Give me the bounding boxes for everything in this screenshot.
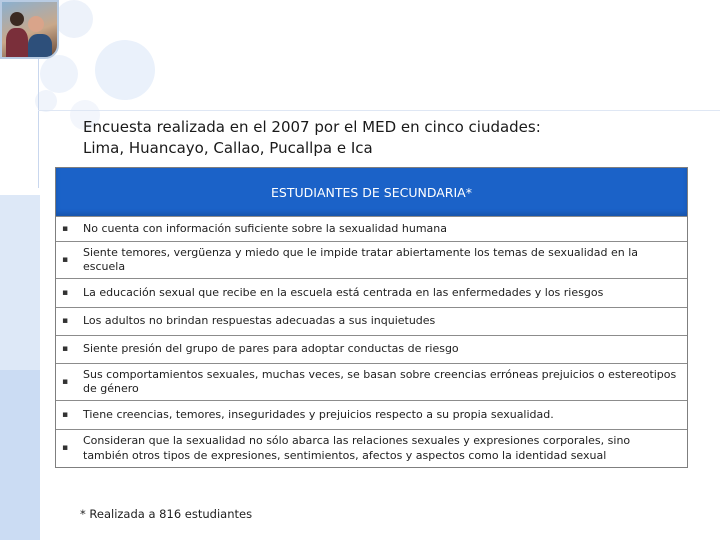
heading-line-2: Lima, Huancayo, Callao, Pucallpa e Ica [83, 139, 373, 157]
bullet-icon: ▪ [62, 254, 69, 265]
bullet-icon: ▪ [62, 287, 69, 298]
row-text: Los adultos no brindan respuestas adecuadas a sus inquietudes [83, 314, 436, 328]
row-text: Siente presión del grupo de pares para adoptar conductas de riesgo [83, 342, 459, 356]
row-text: No cuenta con información suficiente sobre la sexualidad humana [83, 221, 448, 235]
background-band-dark [0, 370, 40, 540]
decorative-line [38, 110, 720, 111]
table-row [56, 400, 687, 429]
table-header: ESTUDIANTES DE SECUNDARIA* [56, 168, 687, 216]
bullet-icon: ▪ [62, 443, 69, 454]
table-row [56, 216, 687, 241]
table-row [56, 335, 687, 363]
bullet-icon: ▪ [62, 344, 69, 355]
header-photo [0, 0, 59, 59]
bullet-icon: ▪ [62, 409, 69, 420]
row-text: Sus comportamientos sexuales, muchas veces, se basan sobre creencias erróneas prejuicios o estereotipos de género [83, 367, 677, 395]
row-text: La educación sexual que recibe en la escuela está centrada en las enfermedades y los riesgos [83, 285, 604, 299]
table-row [56, 278, 687, 307]
decorative-circle [95, 40, 155, 100]
row-text: Consideran que la sexualidad no sólo abarca las relaciones sexuales y expresiones corporales, sino también otros tipos de expresiones, sentimientos, afectos y aspectos como la identidad sexual [83, 434, 631, 462]
slide-heading [83, 117, 663, 159]
table-row [56, 363, 687, 400]
bullet-icon: ▪ [62, 376, 69, 387]
decorative-circle [55, 0, 93, 38]
bullet-icon: ▪ [62, 316, 69, 327]
table-row [56, 307, 687, 335]
decorative-line [38, 58, 39, 188]
row-text: Tiene creencias, temores, inseguridades y prejuicios respecto a su propia sexualidad. [83, 407, 554, 421]
table-row [56, 241, 687, 278]
survey-table [55, 167, 688, 468]
bullet-icon: ▪ [62, 223, 69, 234]
row-text: Siente temores, vergüenza y miedo que le impide tratar abiertamente los temas de sexualidad en la escuela [83, 245, 639, 273]
decorative-circle [40, 55, 78, 93]
heading-line-1: Encuesta realizada en el 2007 por el MED en cinco ciudades: [83, 118, 541, 136]
footnote: * Realizada a 816 estudiantes [80, 507, 253, 521]
table-row [56, 429, 687, 467]
